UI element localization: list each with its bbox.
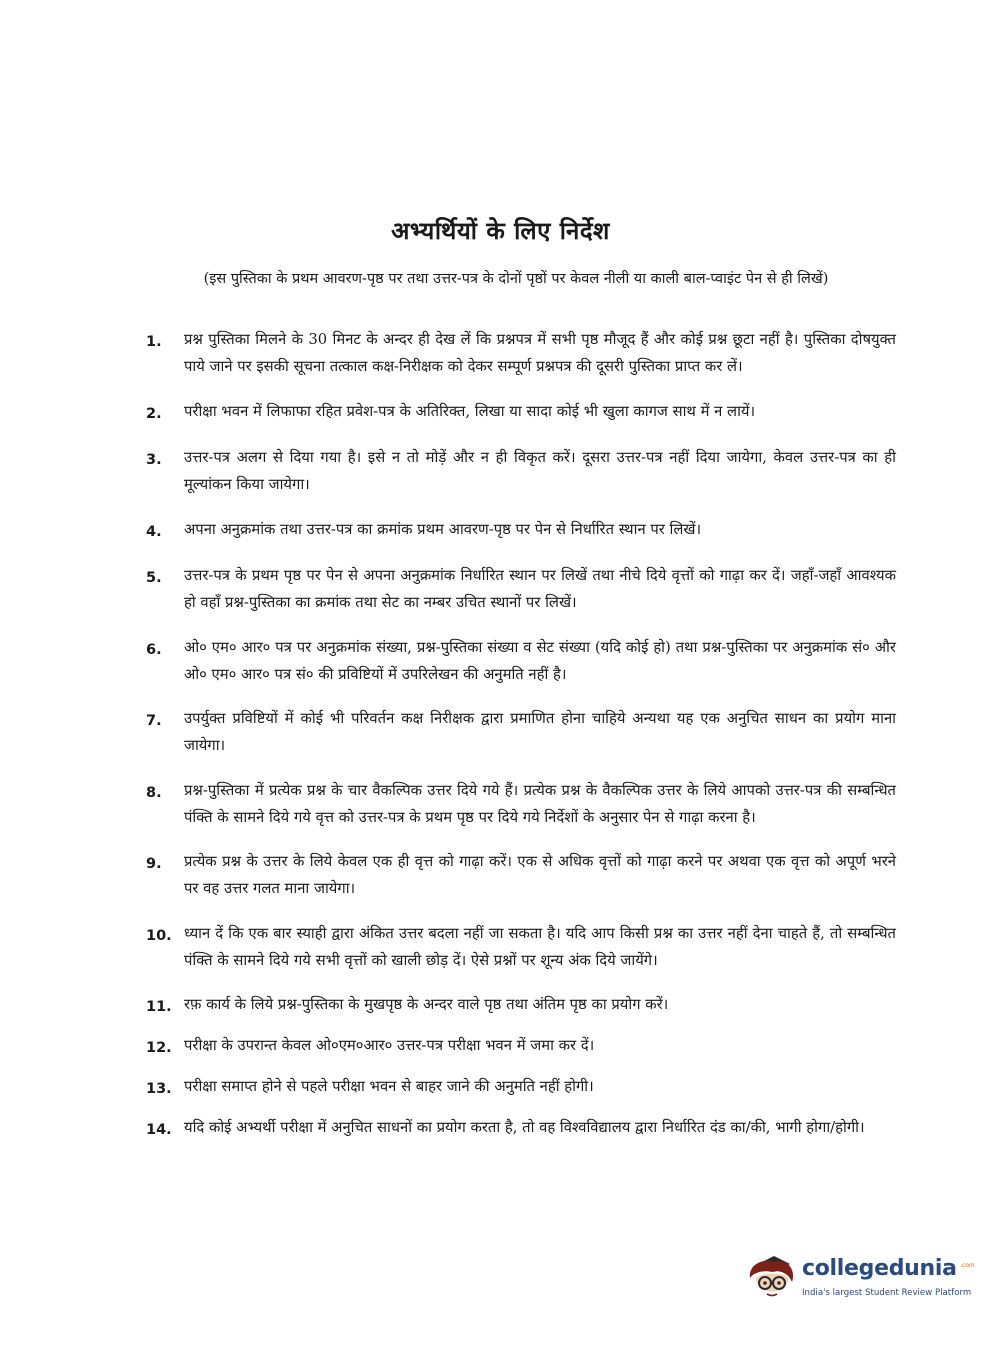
instruction-number: 3. — [146, 452, 162, 468]
instruction-number: 5. — [146, 570, 162, 586]
instruction-text: ध्यान दें कि एक बार स्याही द्वारा अंकित उत्तर बदला नहीं जा सकता है। यदि आप किसी प्रश्न का उत्तर नहीं देना चाहते हैं, तो सम्बन्धित पंक्ति के सामने दिये गये सभी वृत्तों को खाली छोड़ दें। ऐसे प्रश्नों पर शून्य अंक दिये जायेंगे। — [184, 924, 896, 969]
instruction-text: ओ० एम० आर० पत्र पर अनुक्रमांक संख्या, प्रश्न-पुस्तिका संख्या व सेट संख्या (यदि कोई हो) तथा प्रश्न-पुस्तिका पर अनुक्रमांक सं० और ओ० एम० आर० पत्र सं० की प्रविष्टियों में उपरिलेखन की अनुमति नहीं है। — [184, 638, 896, 683]
brand-dotcom: .com — [960, 1262, 975, 1269]
instruction-item — [146, 848, 896, 902]
page-subtitle: (इस पुस्तिका के प्रथम आवरण-पृष्ठ पर तथा उत्तर-पत्र के दोनों पृष्ठों पर केवल नीली या काली बाल-प्वाइंट पेन से ही लिखें) — [203, 271, 829, 287]
instruction-item — [146, 326, 896, 380]
instruction-item — [146, 991, 896, 1020]
instruction-item — [146, 634, 896, 688]
instruction-text: रफ़ कार्य के लिये प्रश्न-पुस्तिका के मुखपृष्ठ के अन्दर वाले पृष्ठ तथा अंतिम पृष्ठ का प्रयोग करें। — [184, 996, 669, 1013]
instruction-item — [146, 705, 896, 759]
instruction-item — [146, 1032, 896, 1061]
instruction-number: 9. — [146, 856, 162, 872]
instruction-item — [146, 1114, 896, 1143]
instruction-text: उत्तर-पत्र अलग से दिया गया है। इसे न तो मोड़ें और न ही विकृत करें। दूसरा उत्तर-पत्र नहीं दिया जायेगा, केवल उत्तर-पत्र का ही मूल्यांकन किया जायेगा। — [184, 449, 896, 493]
instruction-item — [146, 562, 896, 616]
instruction-number: 13. — [146, 1081, 172, 1097]
instruction-text: परीक्षा के उपरान्त केवल ओ०एम०आर० उत्तर-पत्र परीक्षा भवन में जमा कर दें। — [184, 1037, 595, 1054]
instruction-text: उत्तर-पत्र के प्रथम पृष्ठ पर पेन से अपना अनुक्रमांक निर्धारित स्थान पर लिखें तथा नीचे दिये वृत्तों को गाढ़ा कर दें। जहाँ-जहाँ आवश्यक हो वहाँ प्रश्न-पुस्तिका का क्रमांक तथा सेट का नम्बर उचित स्थानों पर लिखें। — [184, 567, 896, 611]
instructions-list — [146, 326, 896, 1161]
instruction-number: 1. — [146, 334, 162, 350]
instruction-number: 7. — [146, 713, 162, 729]
instruction-number: 12. — [146, 1040, 172, 1056]
instruction-number: 8. — [146, 784, 162, 801]
instruction-text: प्रश्न-पुस्तिका में प्रत्येक प्रश्न के चार वैकल्पिक उत्तर दिये गये हैं। प्रत्येक प्रश्न के वैकल्पिक उत्तर के लिये आपको उत्तर-पत्र की सम्बन्धित पंक्ति के सामने दिये गये वृत्त को उत्तर-पत्र के प्रथम पृष्ठ पर दिये गये निर्देशों के अनुसार पेन से गाढ़ा करना है। — [184, 781, 896, 826]
instruction-number: 4. — [146, 523, 162, 540]
mascot-icon — [744, 1250, 800, 1306]
instruction-number: 11. — [146, 999, 172, 1015]
instruction-item — [146, 516, 896, 545]
instruction-text: अपना अनुक्रमांक तथा उत्तर-पत्र का क्रमांक प्रथम आवरण-पृष्ठ पर पेन से निर्धारित स्थान पर लिखें। — [184, 520, 702, 538]
instruction-item — [146, 398, 896, 427]
instruction-text: प्रत्येक प्रश्न के उत्तर के लिये केवल एक ही वृत्त को गाढ़ा करें। एक से अधिक वृत्तों को गाढ़ा करने पर अथवा एक वृत्त को अपूर्ण भरने पर वह उत्तर गलत माना जायेगा। — [184, 853, 896, 897]
collegedunia-watermark — [740, 1248, 975, 1308]
instruction-text: यदि कोई अभ्यर्थी परीक्षा में अनुचित साधनों का प्रयोग करता है, तो वह विश्वविद्यालय द्वारा निर्धारित दंड का/की, भागी होगा/होगी। — [184, 1119, 865, 1136]
page-title: अभ्यर्थियों के लिए निर्देश — [391, 216, 610, 245]
instruction-number: 6. — [146, 641, 162, 658]
instruction-item — [146, 920, 896, 974]
instruction-text: परीक्षा भवन में लिफाफा रहित प्रवेश-पत्र के अतिरिक्त, लिखा या सादा कोई भी खुला कागज साथ में न लायें। — [184, 402, 756, 420]
instruction-item — [146, 1073, 896, 1102]
instruction-text: उपर्युक्त प्रविष्टियों में कोई भी परिवर्तन कक्ष निरीक्षक द्वारा प्रमाणित होना चाहिये अन्यथा यह एक अनुचित साधन का प्रयोग माना जायेगा। — [184, 710, 896, 754]
instruction-number: 10. — [146, 927, 172, 944]
instruction-item — [146, 444, 896, 498]
brand-tagline: India's largest Student Review Platform — [802, 1288, 972, 1298]
instruction-item — [146, 777, 896, 831]
instruction-text: परीक्षा समाप्त होने से पहले परीक्षा भवन से बाहर जाने की अनुमति नहीं होगी। — [184, 1078, 594, 1095]
instruction-number: 2. — [146, 405, 162, 422]
instruction-number: 14. — [146, 1122, 172, 1138]
instruction-text: प्रश्न पुस्तिका मिलने के 30 मिनट के अन्दर ही देख लें कि प्रश्नपत्र में सभी पृष्ठ मौजूद हैं और कोई प्रश्न छूटा नहीं है। पुस्तिका दोषयुक्त पाये जाने पर इसकी सूचना तत्काल कक्ष-निरीक्षक को देकर सम्पूर्ण प्रश्नपत्र की दूसरी पुस्तिका प्राप्त कर लें। — [184, 331, 896, 375]
brand-name: collegedunia — [802, 1256, 957, 1281]
